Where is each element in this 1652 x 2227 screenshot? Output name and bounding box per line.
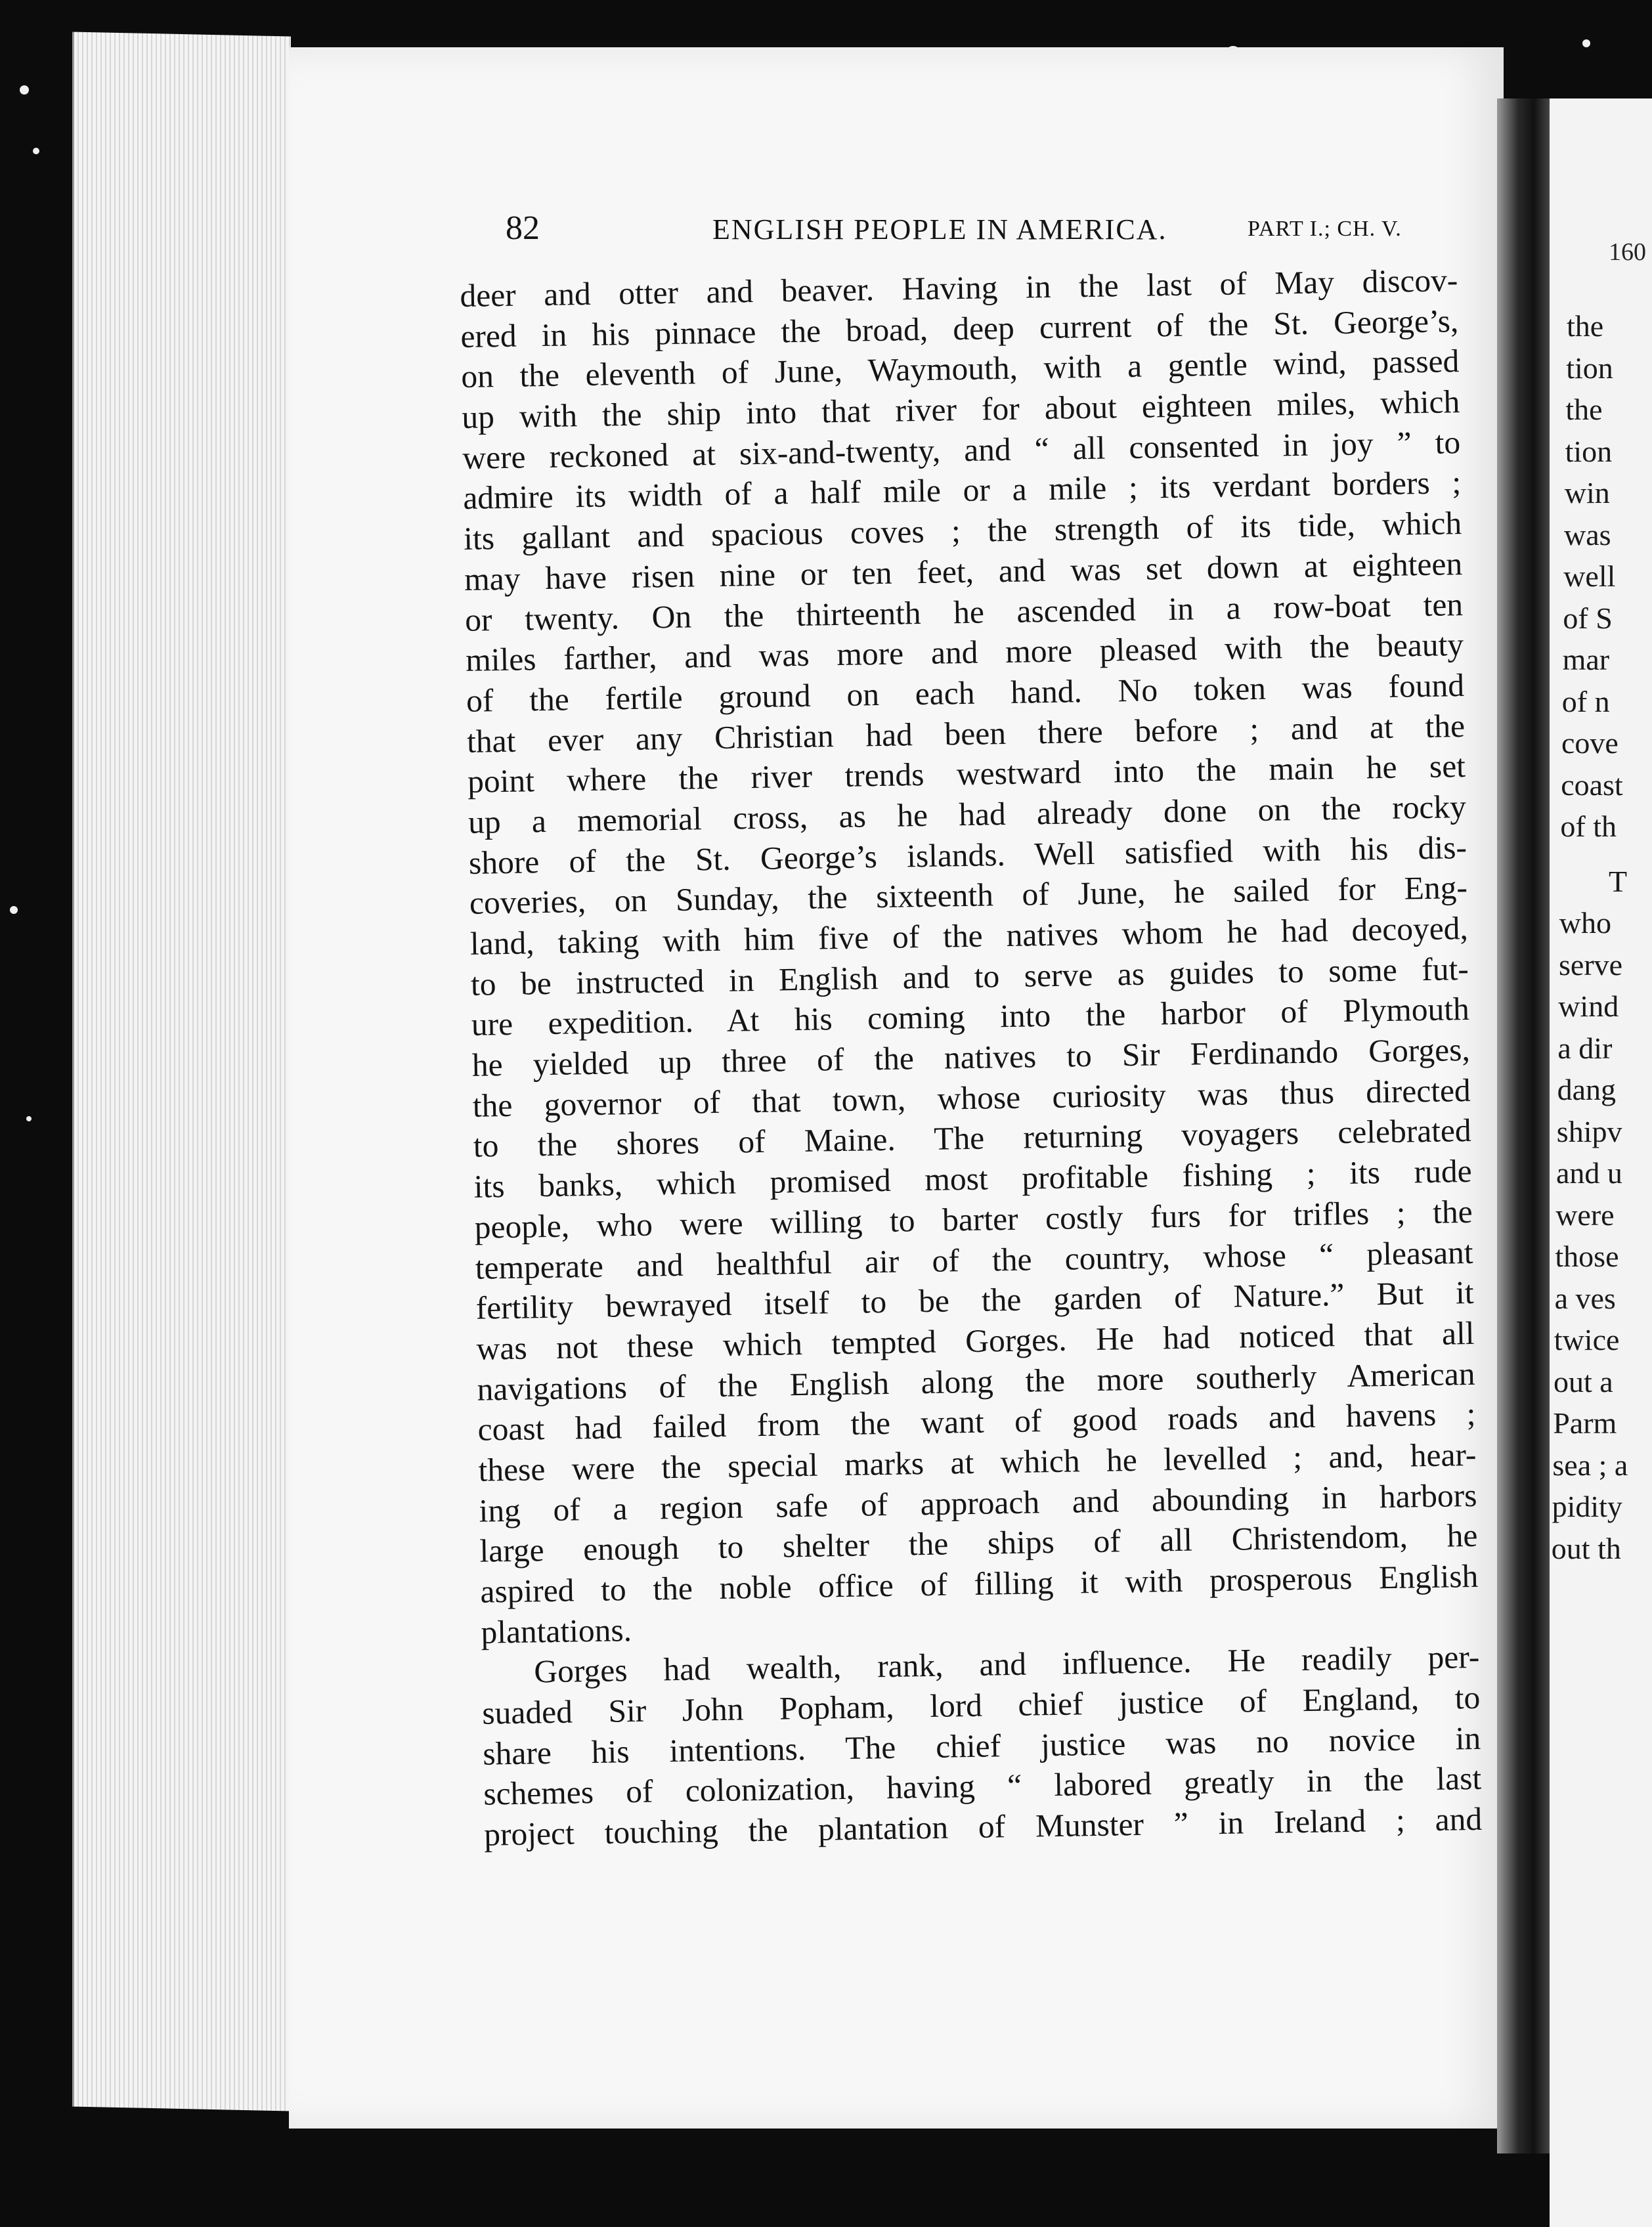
- right-page-line: mar: [1562, 643, 1610, 676]
- running-header: [499, 209, 1451, 248]
- text-line: these were the special marks at which he levelled ; and, hear-: [478, 1436, 1477, 1488]
- text-line: its gallant and spacious coves ; the strength of its tide, which: [463, 505, 1462, 557]
- text-line: suaded Sir John Popham, lord chief justice of England, to: [481, 1679, 1481, 1731]
- right-page-line: pidity: [1552, 1490, 1622, 1523]
- right-page-line: was: [1564, 517, 1611, 551]
- right-page-line: cove: [1561, 726, 1619, 760]
- dust-speck: [26, 1116, 32, 1121]
- text-line: its banks, which promised most profitable fishing ; its rude: [473, 1153, 1473, 1205]
- text-line: he yielded up three of the natives to Sir Ferdinando Gorges,: [471, 1031, 1471, 1083]
- right-page-line: out th: [1551, 1531, 1621, 1565]
- right-page-line: coast: [1561, 768, 1623, 802]
- text-line: project touching the plantation of Munster ” in Ireland ; and: [483, 1800, 1483, 1853]
- body-text: [460, 260, 1483, 1855]
- book-page-edges: [72, 32, 291, 2111]
- text-line: may have risen nine or ten feet, and was set down at eighteen: [464, 545, 1463, 597]
- right-page-line: of th: [1560, 810, 1617, 843]
- text-line: the governor of that town, whose curiosity was thus directed: [472, 1071, 1471, 1124]
- text-line: deer and otter and beaver. Having in the last of May discov-: [460, 262, 1458, 314]
- text-line: up with the ship into that river for about eighteen miles, which: [461, 383, 1460, 436]
- text-line: schemes of colonization, having “ labored greatly in the last: [483, 1760, 1482, 1813]
- right-page-fragment: [1550, 98, 1652, 2227]
- text-line: on the eleventh of June, Waymouth, with a gentle wind, passed: [460, 343, 1460, 395]
- right-page-line: were: [1555, 1198, 1615, 1232]
- text-line: share his intentions. The chief justice was no novice in: [482, 1719, 1481, 1772]
- right-page-line: and u: [1556, 1156, 1622, 1190]
- dust-speck: [33, 148, 39, 154]
- page-number: 82: [506, 209, 540, 247]
- right-page-line: those: [1555, 1240, 1619, 1273]
- right-page-line: dang: [1557, 1073, 1617, 1106]
- text-line: people, who were willing to barter costly furs for trifles ; the: [474, 1193, 1473, 1245]
- text-line: plantations.: [481, 1611, 632, 1651]
- text-line: ered in his pinnace the broad, deep current of the St. George’s,: [460, 302, 1459, 355]
- text-line: large enough to shelter the ships of all Christendom, he: [479, 1517, 1478, 1570]
- text-line: ing of a region safe of approach and abounding in harbors: [479, 1477, 1477, 1529]
- right-page-line: sea ; a: [1552, 1448, 1628, 1482]
- right-page-line: T: [1609, 864, 1628, 898]
- right-page-line: out a: [1554, 1364, 1613, 1398]
- text-line: aspired to the noble office of filling it with prosperous English: [480, 1557, 1479, 1610]
- right-page-line: win: [1564, 476, 1610, 509]
- text-line: up a memorial cross, as he had already done on the rocky: [467, 788, 1467, 840]
- text-line: land, taking with him five of the natives whom he had decoyed,: [469, 910, 1469, 962]
- right-page-line: who: [1559, 906, 1612, 940]
- right-page-line: serve: [1559, 947, 1623, 982]
- book-gutter: [1497, 98, 1550, 2153]
- right-page-line: of S: [1563, 601, 1613, 635]
- part-chapter: PART I.; CH. V.: [1248, 217, 1402, 241]
- text-line: temperate and healthful air of the country, whose “ pleasant: [475, 1234, 1473, 1286]
- right-page-line: wind: [1558, 989, 1619, 1023]
- text-line: ure expedition. At his coming into the harbor of Plymouth: [471, 991, 1470, 1043]
- text-line: of the fertile ground on each hand. No token was found: [466, 666, 1465, 719]
- running-title: ENGLISH PEOPLE IN AMERICA.: [712, 213, 1167, 246]
- dust-speck: [1582, 39, 1590, 47]
- text-line: Gorges had wealth, rank, and influence. He readily per-: [533, 1639, 1480, 1690]
- text-line: was not these which tempted Gorges. He had noticed that all: [476, 1314, 1475, 1367]
- text-line: coast had failed from the want of good roads and havens ;: [477, 1396, 1476, 1448]
- text-line: fertility bewrayed itself to be the garden of Nature.” But it: [475, 1274, 1474, 1326]
- text-line: to the shores of Maine. The returning voyagers celebrated: [473, 1112, 1472, 1165]
- text-line: that ever any Christian had been there before ; and at the: [466, 707, 1466, 760]
- right-page-line: tion: [1565, 434, 1613, 468]
- text-line: miles farther, and was more and more pleased with the beauty: [465, 626, 1464, 679]
- right-page-line: twice: [1554, 1323, 1620, 1356]
- text-line: navigations of the English along the more southerly American: [477, 1355, 1475, 1408]
- text-line: to be instructed in English and to serve as guides to some fut-: [470, 950, 1469, 1003]
- dust-speck: [20, 85, 29, 95]
- right-page-line: well: [1563, 559, 1616, 593]
- text-line: point where the river trends westward into the main he set: [467, 748, 1466, 800]
- right-page-line: tion: [1566, 351, 1613, 385]
- right-page-line: the: [1567, 309, 1604, 343]
- right-page-line: Parm: [1553, 1406, 1617, 1440]
- right-page-line: of n: [1561, 684, 1610, 718]
- right-page-line: shipv: [1556, 1114, 1622, 1148]
- right-page-line: a dir: [1557, 1031, 1613, 1065]
- text-line: or twenty. On the thirteenth he ascended in a row-boat ten: [464, 586, 1464, 638]
- right-page-header: 160: [1609, 238, 1646, 266]
- dust-speck: [10, 906, 18, 914]
- text-line: shore of the St. George’s islands. Well satisfied with his dis-: [468, 829, 1467, 881]
- text-line: were reckoned at six-and-twenty, and “ all consented in joy ” to: [462, 423, 1461, 476]
- right-page-line: the: [1565, 393, 1603, 426]
- right-page-line: a ves: [1554, 1281, 1616, 1315]
- text-line: coveries, on Sunday, the sixteenth of June, he sailed for Eng-: [469, 869, 1468, 922]
- text-line: admire its width of a half mile or a mile ; its verdant borders ;: [462, 464, 1462, 517]
